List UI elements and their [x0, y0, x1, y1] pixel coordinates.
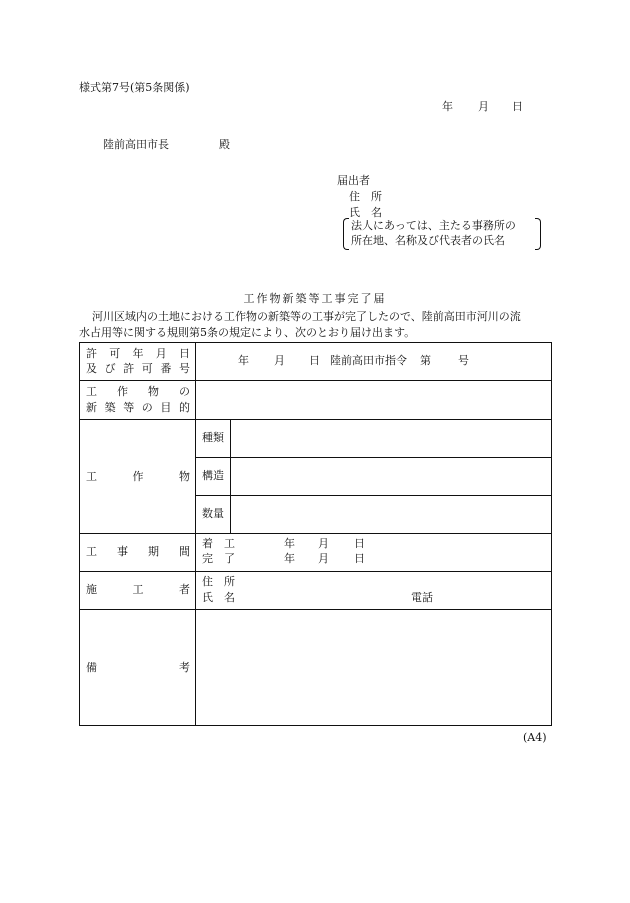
date-year-label: 年 — [442, 100, 453, 113]
date-month-label: 月 — [478, 100, 489, 113]
label-char: 施 — [86, 583, 97, 596]
label-char: 物 — [148, 385, 159, 398]
contractor-label — [86, 583, 190, 597]
row-divider-3 — [195, 457, 551, 458]
form-table — [79, 342, 552, 726]
label-column-divider — [195, 343, 196, 725]
label-char: 築 — [104, 401, 116, 414]
label-char: 間 — [179, 545, 190, 558]
intro-line-1: 河川区域内の土地における工作物の新築等の工事が完了したので、陸前高田市河川の流 — [92, 310, 521, 323]
addressee-name: 陸前高田市長 — [103, 138, 169, 151]
label-char: 作 — [132, 470, 144, 483]
label-char: 番 — [160, 362, 172, 375]
label-char: 及 — [86, 362, 97, 375]
row-divider-7 — [80, 609, 551, 610]
label-char: 目 — [160, 401, 172, 414]
label-char: 日 — [179, 347, 190, 360]
label-char: 事 — [117, 545, 128, 558]
remarks-label — [86, 661, 190, 675]
corporate-note-line-2: 所在地、名称及び代表者の氏名 — [351, 234, 505, 247]
structure-label — [86, 470, 190, 484]
left-bracket — [343, 218, 349, 250]
period-end-label: 完 了 — [202, 552, 235, 565]
intro-line-2: 水占用等に関する規則第5条の規定により、次のとおり届け出ます。 — [79, 326, 416, 339]
applicant-label: 届出者 — [337, 174, 370, 187]
corporate-note — [343, 218, 541, 248]
sub-type-label: 種類 — [202, 431, 224, 444]
period-start-label: 着 工 — [202, 537, 235, 550]
addressee-honorific: 殿 — [219, 138, 230, 151]
period-end-day: 日 — [354, 552, 365, 565]
form-number: 様式第7号(第5条関係) — [79, 81, 190, 94]
label-char: 可 — [141, 362, 153, 375]
period-start-month: 月 — [318, 537, 329, 550]
purpose-label-1 — [86, 385, 190, 399]
row-divider-2 — [80, 419, 551, 420]
permit-label-2 — [86, 362, 190, 376]
permit-month: 月 — [274, 354, 285, 367]
label-char: 考 — [179, 661, 190, 674]
row-divider-6 — [80, 571, 551, 572]
contractor-address-label: 住 所 — [202, 575, 235, 588]
purpose-label-2 — [86, 401, 190, 415]
label-char: 年 — [132, 347, 144, 360]
permit-go: 号 — [458, 354, 469, 367]
permit-year: 年 — [238, 354, 249, 367]
period-label — [86, 545, 190, 559]
label-char: び — [104, 362, 116, 375]
label-char: 許 — [86, 347, 97, 360]
label-char: 物 — [179, 470, 190, 483]
row-divider-4 — [195, 495, 551, 496]
date-day-label: 日 — [512, 100, 523, 113]
permit-day: 日 — [309, 354, 320, 367]
row-divider-1 — [80, 380, 551, 381]
corporate-note-line-1: 法人にあっては、主たる事務所の — [351, 219, 516, 232]
paper-size: (A4) — [523, 731, 547, 744]
sub-quantity-label: 数量 — [202, 507, 224, 520]
contractor-name-label: 氏 名 — [202, 591, 235, 604]
permit-label-1 — [86, 347, 190, 361]
period-end-year: 年 — [284, 552, 295, 565]
label-char: 備 — [86, 661, 97, 674]
period-start-day: 日 — [354, 537, 365, 550]
label-char: 者 — [179, 583, 190, 596]
sub-label-divider — [230, 419, 231, 533]
right-bracket — [535, 218, 541, 250]
label-char: 工 — [86, 545, 97, 558]
applicant-name-label: 氏 名 — [349, 206, 382, 219]
label-char: の — [179, 385, 190, 398]
permit-designation: 陸前高田市指令 — [330, 354, 407, 367]
label-char: 等 — [123, 401, 135, 414]
label-char: 期 — [148, 545, 159, 558]
label-char: 的 — [178, 401, 190, 414]
label-char: 作 — [117, 385, 128, 398]
row-divider-5 — [80, 533, 551, 534]
applicant-address-label: 住 所 — [349, 190, 382, 203]
sub-structure-label: 構造 — [202, 469, 224, 482]
label-char: 新 — [86, 401, 97, 414]
label-char: 工 — [132, 583, 144, 596]
label-char: 工 — [86, 385, 97, 398]
period-end-month: 月 — [318, 552, 329, 565]
document-title: 工作物新築等工事完了届 — [243, 292, 387, 305]
permit-dai: 第 — [420, 354, 431, 367]
label-char: 号 — [178, 362, 190, 375]
label-char: 工 — [86, 470, 97, 483]
period-start-year: 年 — [284, 537, 295, 550]
contractor-phone-label: 電話 — [411, 591, 433, 604]
label-char: 許 — [123, 362, 135, 375]
label-char: の — [141, 401, 153, 414]
label-char: 月 — [155, 347, 167, 360]
label-char: 可 — [109, 347, 121, 360]
